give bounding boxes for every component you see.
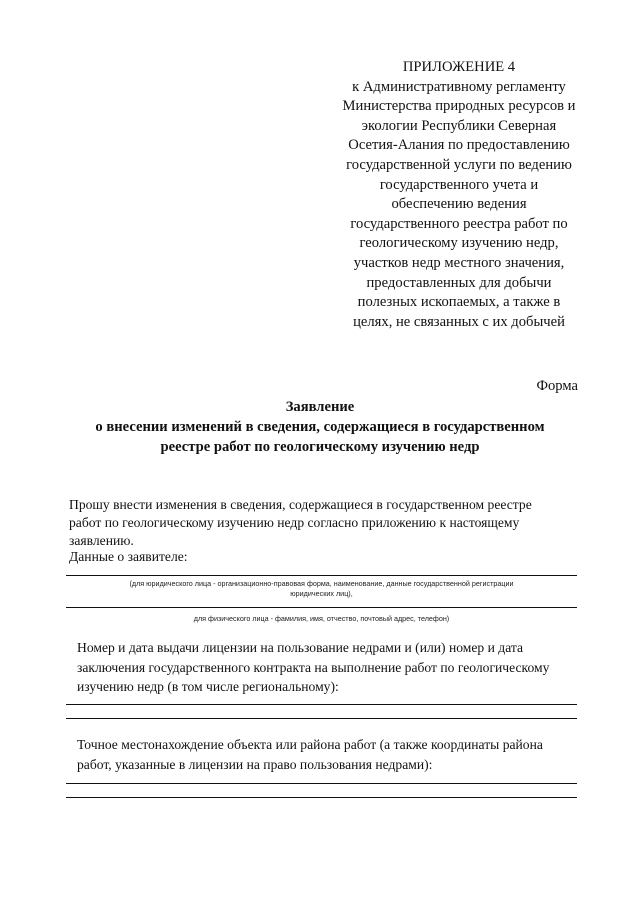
caption-line: юридических лиц), [290,589,353,598]
location-fill-line-2 [66,797,577,798]
appendix-line: государственного учета и [379,176,539,193]
appendix-line: к Административному регламенту [352,78,566,95]
appendix-line: ПРИЛОЖЕНИЕ 4 [402,59,516,75]
appendix-line: Осетия-Алания по предоставлению [348,137,570,154]
form-label: Форма [536,378,578,394]
legal-entity-fill-line [66,575,577,576]
location-line: Точное местонахождение объекта или района работ (а также координаты района [77,737,543,752]
license-line: Номер и дата выдачи лицензии на пользование недрами и (или) номер и дата [77,640,524,655]
individual-fill-line [66,607,577,608]
individual-caption: для физического лица - фамилия, имя, отчество, почтовый адрес, телефон) [193,614,450,623]
applicant-label: Данные о заявителе: [69,549,188,564]
appendix-line: целях, не связанных с их добычей [353,313,565,330]
license-line: изучению недр (в том числе региональному): [77,679,339,694]
appendix-line: участков недр местного значения, [353,254,565,271]
request-line: заявлению. [69,533,134,548]
location-fill-line-1 [66,783,577,784]
appendix-line: государственного реестра работ по [350,215,568,232]
location-line: работ, указанные в лицензии на право пользования недрами): [77,756,433,772]
title-line: Заявление [285,399,355,415]
request-line: работ по геологическому изучению недр согласно приложению к настоящему [69,515,520,530]
appendix-line: геологическому изучению недр, [359,235,559,252]
license-fill-line-1 [66,704,577,705]
document-title [60,397,580,457]
license-line: заключения государственного контракта на выполнение работ по геологическому [77,659,550,675]
appendix-line: полезных ископаемых, а также в [357,294,561,311]
appendix-line: Министерства природных ресурсов и [342,98,576,115]
appendix-line: обеспечению ведения [391,196,527,213]
request-line: Прошу внести изменения в сведения, содержащиеся в государственном реестре [69,497,532,512]
license-section-text [77,638,549,697]
appendix-line: предоставленных для добычи [366,274,552,291]
location-section-text [77,735,543,774]
appendix-line: государственной услуги по ведению [346,156,572,173]
caption-line: (для юридического лица - организационно-правовая форма, наименование, данные государственной регистрации [129,579,514,588]
title-line: о внесении изменений в сведения, содержащиеся в государственном [95,419,545,435]
legal-entity-caption [66,579,577,599]
license-fill-line-2 [66,718,577,719]
appendix-header [318,58,600,332]
appendix-line: экологии Республики Северная [361,117,557,134]
title-line: реестре работ по геологическому изучению недр [160,439,480,455]
